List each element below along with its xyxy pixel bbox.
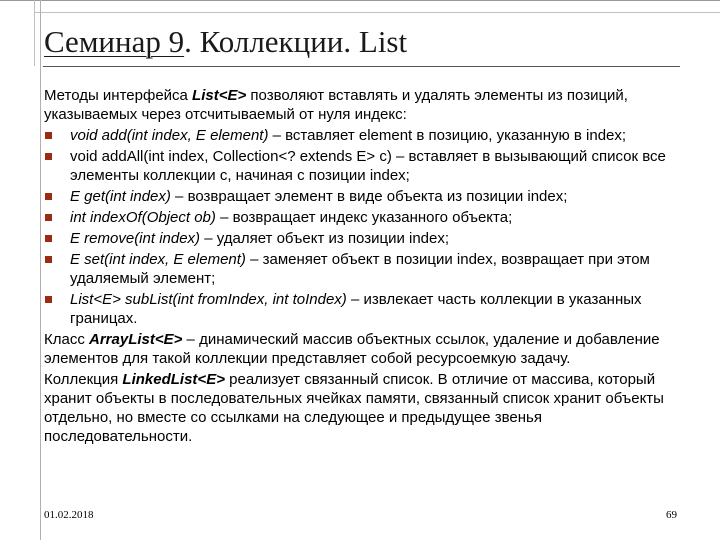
method-description: – вставляет в вызывающий список все элементы коллекции c, начиная с позиции index;	[70, 148, 666, 184]
slide-title	[44, 24, 684, 68]
method-description: – заменяет объект в позиции index, возвращает при этом удаляемый элемент;	[70, 251, 650, 287]
method-signature: int indexOf(Object ob)	[70, 209, 216, 226]
method-description: – удаляет объект из позиции index;	[200, 230, 450, 247]
footer-page-number: 69	[666, 509, 677, 521]
decorative-horizontal-line	[34, 12, 720, 13]
intro-text-1: Методы интерфейса	[44, 87, 193, 104]
slide-body	[44, 86, 684, 447]
footer-date: 01.02.2018	[44, 509, 94, 521]
linkedlist-text-1: Коллекция	[44, 371, 123, 388]
bullet-square-icon	[45, 132, 52, 139]
decorative-vertical-line	[40, 0, 41, 540]
method-description: – извлекает часть коллекции в указанных границах.	[70, 291, 642, 327]
method-signature: E set(int index, E element)	[70, 251, 246, 268]
linkedlist-text-2: реализует связанный список. В отличие от массива, который хранит объекты в последовательных ячейках памяти, связанный список хранит объекты отдельно, но вместе со ссылками на следующее и предыдущее звенья последовательности.	[44, 371, 664, 445]
arraylist-text-2: – динамический массив объектных ссылок, удаление и добавление элементов для такой коллекции представляет собой ресурсоемкую задачу.	[44, 331, 660, 367]
title-rest: . Коллекции. List	[184, 24, 408, 59]
method-item-addall	[44, 147, 684, 185]
bullet-square-icon	[45, 193, 52, 200]
arraylist-type: ArrayList<E>	[89, 331, 183, 348]
top-border-line	[0, 0, 720, 1]
bullet-square-icon	[45, 256, 52, 263]
bullet-square-icon	[45, 153, 52, 160]
title-underline-rule	[43, 66, 680, 67]
method-description: – возвращает элемент в виде объекта из позиции index;	[170, 188, 568, 205]
title-seminar: Семинар 9	[44, 24, 185, 59]
intro-text-2: позволяют вставлять и удалять элементы из позиций, указываемых через отсчитываемый от нуля индекс:	[44, 87, 628, 123]
method-item-remove	[44, 229, 684, 248]
method-signature: List<E> subList(int fromIndex, int toIndex)	[70, 291, 347, 308]
linkedlist-paragraph	[44, 370, 684, 446]
intro-type-list: List<E>	[192, 87, 247, 104]
method-signature: E remove(int index)	[70, 230, 201, 247]
method-item-set	[44, 250, 684, 288]
linkedlist-type: LinkedList<E>	[122, 371, 225, 388]
bullet-square-icon	[45, 214, 52, 221]
method-item-indexof	[44, 208, 684, 227]
bullet-square-icon	[45, 296, 52, 303]
intro-paragraph	[44, 86, 684, 124]
method-description: – возвращает индекс указанного объекта;	[215, 209, 513, 226]
method-signature: E get(int index)	[70, 188, 171, 205]
method-signature: void add(int index, E element)	[70, 127, 269, 144]
method-item-get	[44, 187, 684, 206]
arraylist-text-1: Класс	[44, 331, 89, 348]
method-description: – вставляет element в позицию, указанную в index;	[268, 127, 627, 144]
bullet-square-icon	[45, 235, 52, 242]
method-item-add	[44, 126, 684, 145]
method-item-sublist	[44, 290, 684, 328]
method-signature: void addAll(int index, Collection<? extends E> c)	[70, 148, 392, 165]
arraylist-paragraph	[44, 330, 684, 368]
decorative-short-vertical-line	[34, 0, 35, 66]
